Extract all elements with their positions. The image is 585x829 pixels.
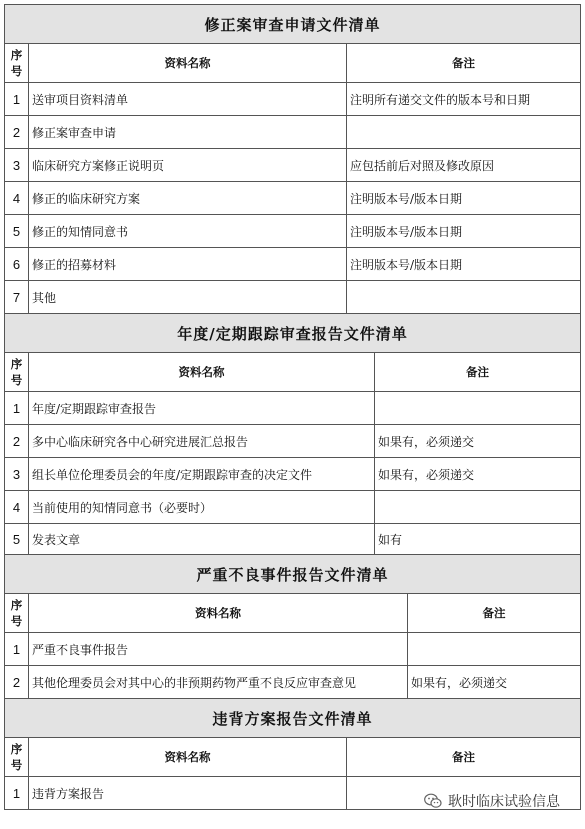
document-note [408,633,581,666]
row-number: 2 [5,116,29,149]
table-row [5,425,581,458]
document-name: 其他伦理委员会对其中心的非预期药物严重不良反应审查意见 [29,666,408,699]
column-header-note: 备注 [347,738,581,777]
document-name: 临床研究方案修正说明页 [29,149,347,182]
table-row [5,248,581,281]
column-header-number: 序号 [5,594,29,633]
section-title: 修正案审查申请文件清单 [5,5,581,44]
column-header-name: 资料名称 [29,738,347,777]
section-title: 严重不良事件报告文件清单 [5,555,581,594]
document-note: 如果有，必须递交 [375,458,581,491]
table-row [5,666,581,699]
checklist-table [4,4,581,314]
column-header-note: 备注 [375,353,581,392]
checklist-table [4,554,581,699]
document-note: 注明版本号/版本日期 [347,215,581,248]
document-name: 修正的知情同意书 [29,215,347,248]
table-row [5,182,581,215]
table-row [5,83,581,116]
document-name: 修正的招募材料 [29,248,347,281]
document-name: 年度/定期跟踪审查报告 [29,392,375,425]
column-header-name: 资料名称 [29,594,408,633]
row-number: 1 [5,777,29,810]
document-name: 修正案审查申请 [29,116,347,149]
row-number: 7 [5,281,29,314]
document-note [347,281,581,314]
document-note: 注明所有递交文件的版本号和日期 [347,83,581,116]
table-row [5,458,581,491]
column-header-number: 序号 [5,738,29,777]
document-note: 如果有，必须递交 [408,666,581,699]
row-number: 3 [5,458,29,491]
column-header-number: 序号 [5,353,29,392]
table-row [5,116,581,149]
row-number: 2 [5,425,29,458]
watermark-text: 耿时临床试验信息 [448,794,560,810]
document-name: 当前使用的知情同意书（必要时） [29,491,375,524]
column-header-note: 备注 [347,44,581,83]
table-row [5,491,581,524]
row-number: 4 [5,491,29,524]
row-number: 1 [5,633,29,666]
table-row [5,524,581,555]
column-header-name: 资料名称 [29,44,347,83]
document-note: 如有 [375,524,581,555]
document-note [347,116,581,149]
document-name: 严重不良事件报告 [29,633,408,666]
column-header-name: 资料名称 [29,353,375,392]
document-name: 其他 [29,281,347,314]
row-number: 4 [5,182,29,215]
document-name: 多中心临床研究各中心研究进展汇总报告 [29,425,375,458]
row-number: 1 [5,83,29,116]
row-number: 5 [5,524,29,555]
document-name: 违背方案报告 [29,777,347,810]
wechat-icon [424,793,442,809]
table-row [5,633,581,666]
table-row [5,281,581,314]
row-number: 6 [5,248,29,281]
document-note: 注明版本号/版本日期 [347,248,581,281]
document [4,4,580,810]
document-name: 发表文章 [29,524,375,555]
document-note [375,491,581,524]
column-header-number: 序号 [5,44,29,83]
checklist-table [4,313,581,555]
watermark [424,790,560,812]
document-name: 送审项目资料清单 [29,83,347,116]
document-note: 应包括前后对照及修改原因 [347,149,581,182]
row-number: 5 [5,215,29,248]
table-row [5,392,581,425]
document-note: 注明版本号/版本日期 [347,182,581,215]
table-row [5,149,581,182]
table-row [5,215,581,248]
row-number: 1 [5,392,29,425]
document-note: 如果有，必须递交 [375,425,581,458]
document-name: 修正的临床研究方案 [29,182,347,215]
row-number: 2 [5,666,29,699]
row-number: 3 [5,149,29,182]
column-header-note: 备注 [408,594,581,633]
section-title: 违背方案报告文件清单 [5,699,581,738]
document-name: 组长单位伦理委员会的年度/定期跟踪审查的决定文件 [29,458,375,491]
document-note [375,392,581,425]
section-title: 年度/定期跟踪审查报告文件清单 [5,314,581,353]
